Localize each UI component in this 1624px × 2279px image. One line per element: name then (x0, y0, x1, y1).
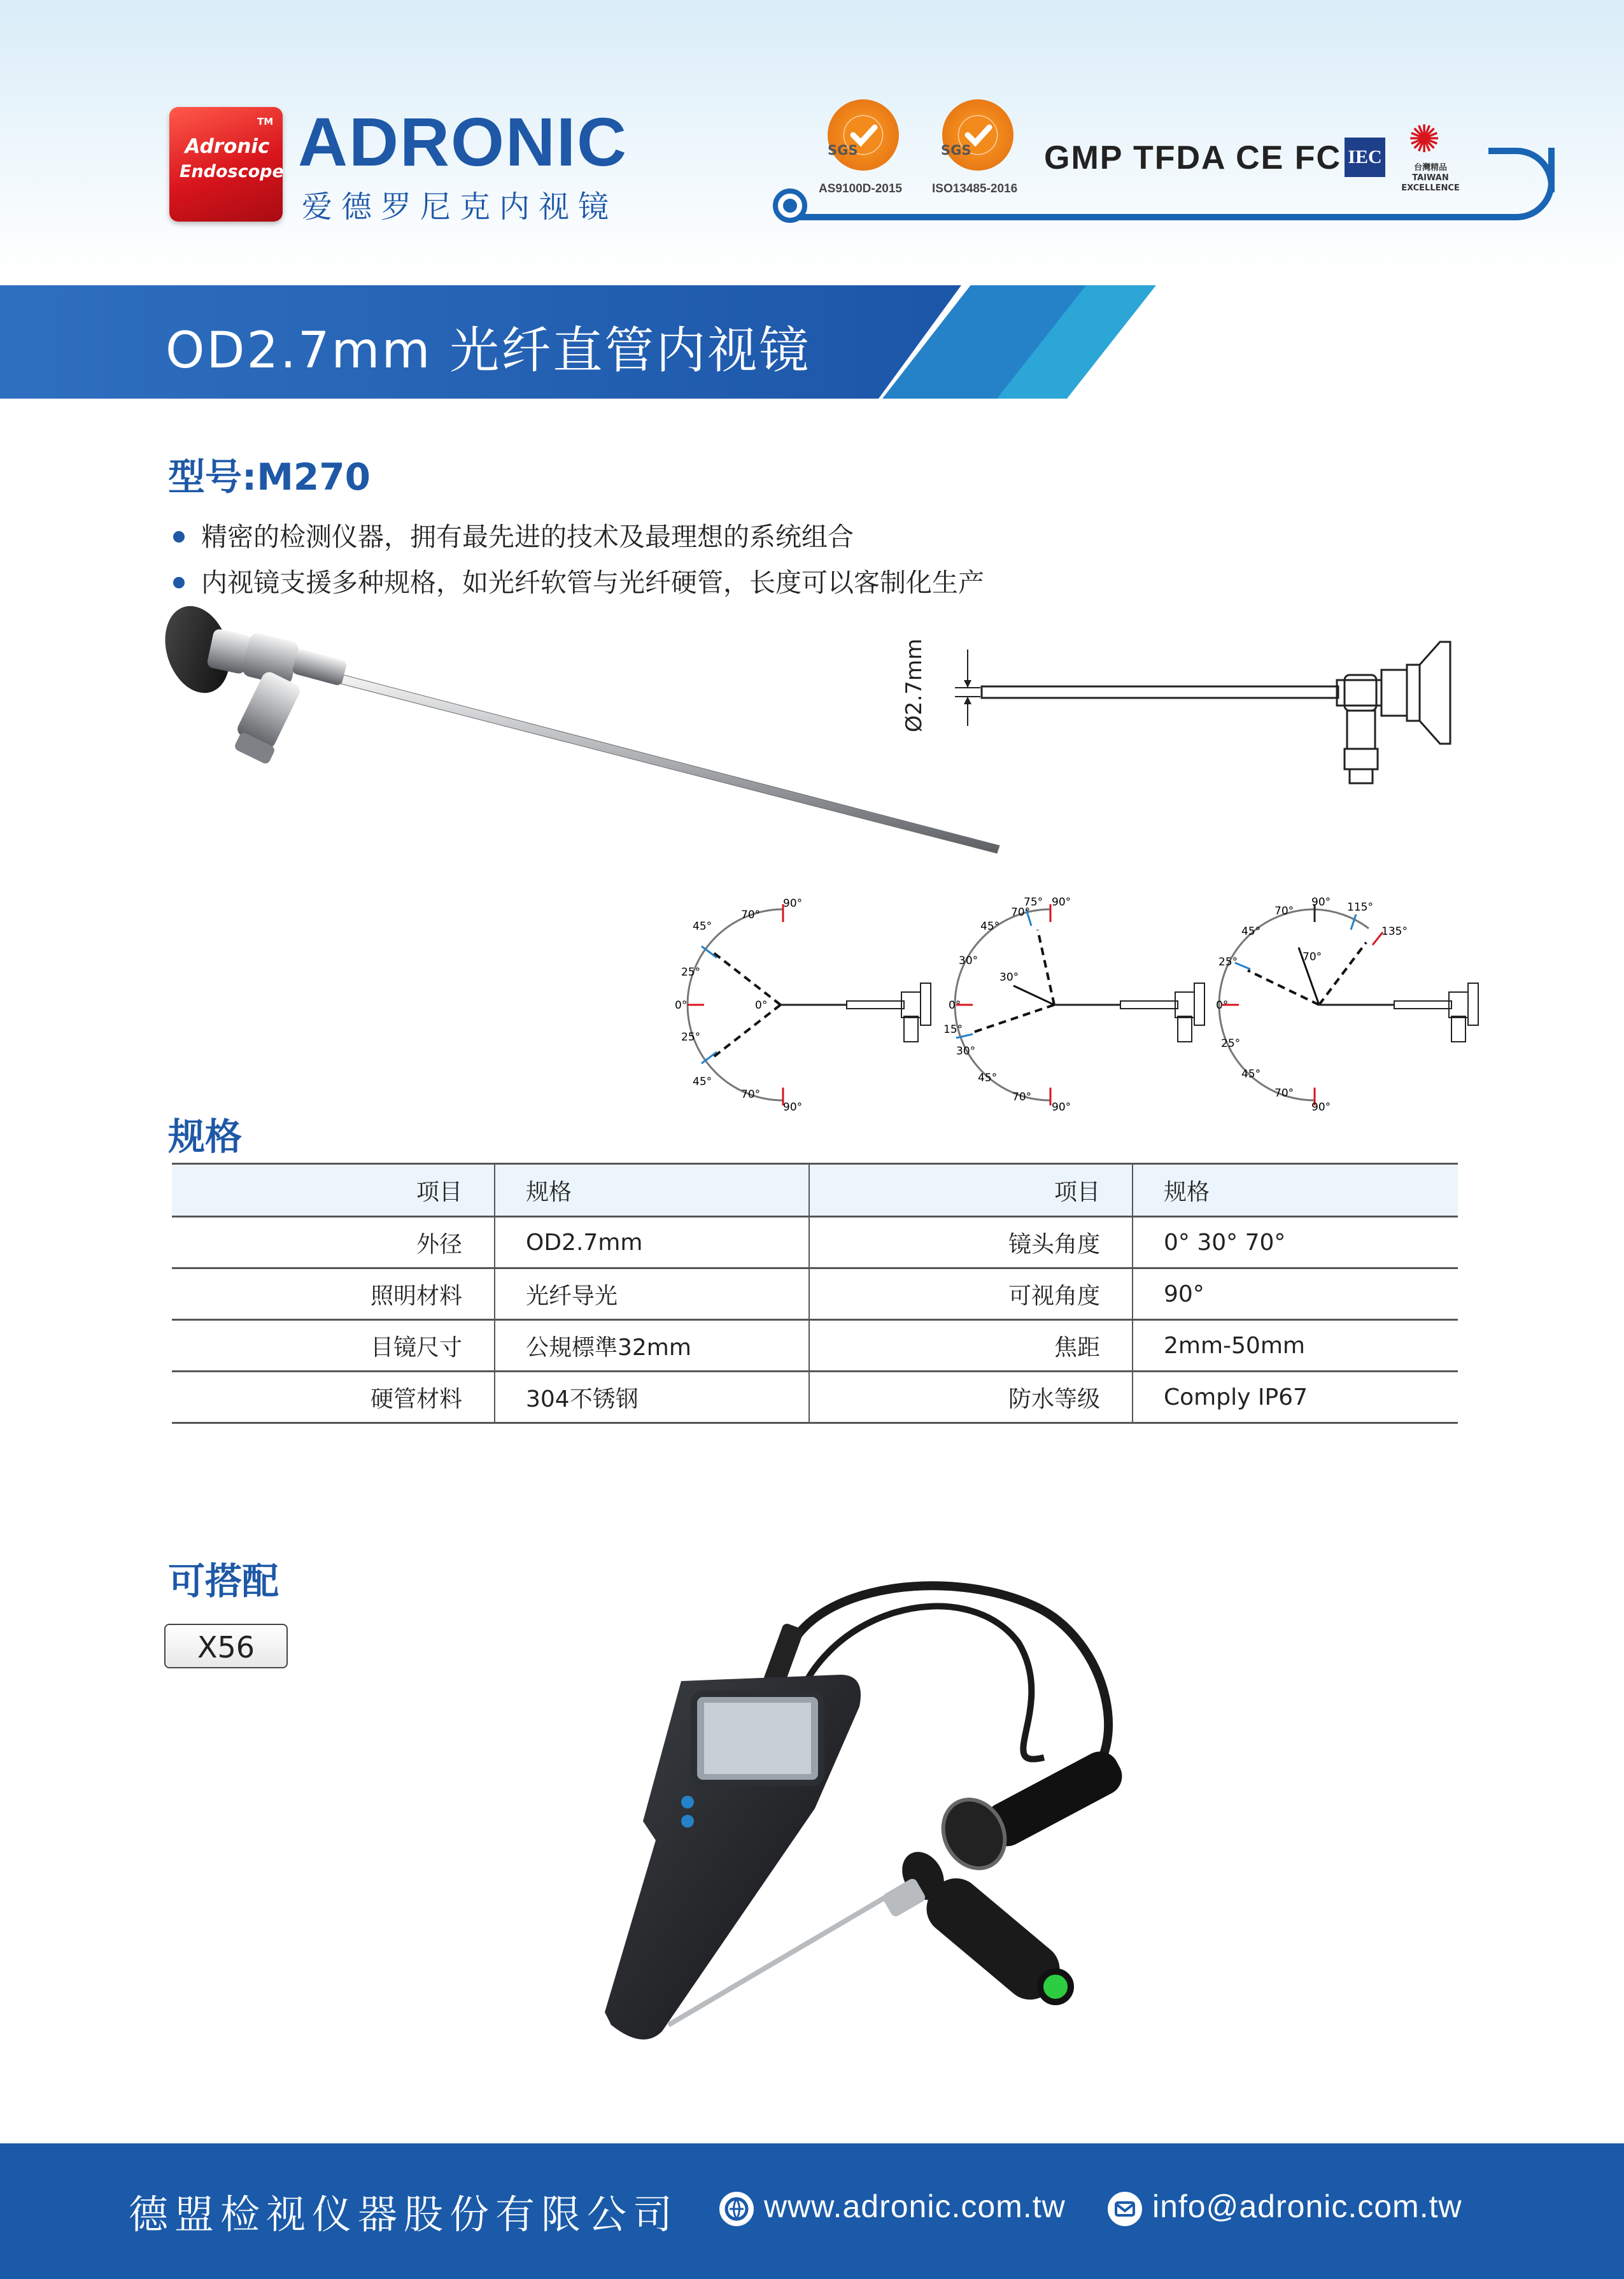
angle-label: 0° (675, 999, 688, 1012)
angle-label: 115° (1347, 901, 1373, 914)
angle-label: 90° (1311, 1101, 1331, 1113)
spec-label: 防水等级 (809, 1372, 1133, 1423)
cert-frame-dot-inner (783, 199, 797, 213)
angle-label: 45° (693, 920, 712, 933)
spec-header-spec: 规格 (1133, 1164, 1458, 1217)
angle-label: 70° (1303, 951, 1322, 963)
spec-value: 光纤导光 (495, 1268, 809, 1320)
angle-label: 25° (681, 966, 701, 979)
spec-label: 照明材料 (172, 1268, 495, 1320)
angle-label: 0° (755, 999, 768, 1012)
table-row (172, 1268, 1458, 1320)
angle-label: 30° (956, 1045, 976, 1058)
spec-label: 硬管材料 (172, 1372, 495, 1423)
angle-label: 30° (959, 955, 978, 967)
angle-label: 70° (1274, 1087, 1294, 1100)
angle-label: 30° (999, 971, 1019, 984)
bullet-dot (173, 577, 185, 588)
compatible-heading: 可搭配 (168, 1559, 279, 1603)
spec-label: 焦距 (809, 1320, 1133, 1372)
view-angle-diagram-70deg (1216, 897, 1483, 1113)
angle-label: 70° (741, 909, 761, 921)
spec-value: 0° 30° 70° (1133, 1217, 1458, 1268)
check-icon (828, 99, 899, 171)
angle-label: 70° (1012, 1091, 1032, 1104)
table-row (172, 1217, 1458, 1268)
taiwan-excellence-icon: ✺ (1408, 117, 1441, 162)
compatible-model-tag: X56 (164, 1624, 288, 1668)
angle-label: 75° (1024, 897, 1043, 909)
globe-icon (719, 2192, 754, 2226)
spec-value: Comply IP67 (1133, 1372, 1458, 1423)
angle-label: 45° (693, 1076, 712, 1088)
spec-value: OD2.7mm (495, 1217, 809, 1268)
company-name: 德盟检视仪器股份有限公司 (129, 2191, 679, 2238)
cert-caption-iso13485: ISO13485-2016 (932, 182, 1018, 195)
logo-badge-line2: Endoscope (180, 162, 284, 181)
feature-bullet-1: 精密的检测仪器，拥有最先进的技术及最理想的系统组合 (201, 522, 854, 552)
spec-table (172, 1163, 1458, 1424)
spec-value: 公規標準32mm (495, 1320, 809, 1372)
sgs-label-1: SGS (828, 143, 858, 158)
brand-name: ADRONIC (298, 103, 628, 180)
spec-label: 外径 (172, 1217, 495, 1268)
angle-label: 70° (1011, 906, 1031, 919)
page-title: OD2.7mm 光纤直管内视镜 (166, 322, 811, 380)
sgs-certificate-badge-2 (942, 99, 1013, 171)
taiwan-excellence-caption (1395, 163, 1465, 194)
bullet-dot (173, 531, 185, 543)
angle-label: 45° (978, 1072, 998, 1084)
spec-header-item: 项目 (172, 1164, 495, 1217)
angle-label: 25° (1221, 1037, 1241, 1050)
angle-label: 90° (783, 897, 803, 910)
videoscope-device-photo (586, 1566, 1222, 2076)
spec-value: 304不锈钢 (495, 1372, 809, 1423)
spec-label: 目镜尺寸 (172, 1320, 495, 1372)
spec-value: 90° (1133, 1268, 1458, 1320)
angle-label: 0° (1216, 999, 1229, 1012)
table-row (172, 1372, 1458, 1423)
angle-label: 90° (783, 1101, 803, 1113)
certification-marks: GMP TFDA CE FC (1044, 139, 1342, 176)
angle-label: 70° (741, 1088, 761, 1101)
angle-label: 25° (681, 1031, 701, 1044)
diameter-label: Ø2.7mm (901, 638, 927, 732)
feature-bullet-2: 内视镜支援多种规格，如光纤软管与光纤硬管，长度可以客制化生产 (201, 567, 984, 598)
angle-label: 45° (1241, 1068, 1261, 1081)
taiwan-caption-en: TAIWAN EXCELLENCE (1401, 173, 1460, 193)
view-angle-diagram-30deg (942, 897, 1210, 1113)
spec-value: 2mm-50mm (1133, 1320, 1458, 1372)
spec-header-spec: 规格 (495, 1164, 809, 1217)
sgs-label-2: SGS (941, 143, 971, 158)
spec-label: 可视角度 (809, 1268, 1133, 1320)
cert-caption-as9100: AS9100D-2015 (819, 182, 902, 195)
check-icon (942, 99, 1013, 171)
angle-label: 0° (949, 999, 961, 1012)
logo-badge-line1: Adronic (185, 135, 270, 158)
spec-label: 镜头角度 (809, 1217, 1133, 1268)
spec-heading: 规格 (168, 1115, 243, 1158)
iec-logo: IEC (1345, 138, 1385, 177)
spec-header-row (172, 1164, 1458, 1217)
angle-label: 45° (1241, 925, 1261, 938)
angle-label: 45° (980, 920, 1000, 933)
trademark-mark: TM (257, 116, 274, 127)
angle-label: 135° (1381, 925, 1408, 938)
model-number: 型号:M270 (168, 455, 371, 499)
mail-icon (1108, 2192, 1142, 2226)
brand-chinese-name: 爱德罗尼克内视镜 (302, 189, 618, 225)
taiwan-caption-cn: 台灣精品 (1413, 163, 1447, 173)
endoscope-technical-drawing (891, 630, 1464, 790)
angle-label: 90° (1052, 897, 1071, 909)
email-link[interactable]: info@adronic.com.tw (1152, 2189, 1462, 2224)
spec-header-item: 项目 (809, 1164, 1133, 1217)
table-row (172, 1320, 1458, 1372)
angle-label: 90° (1311, 897, 1331, 909)
view-angle-diagram-0deg (668, 897, 936, 1113)
angle-label: 15° (943, 1023, 963, 1036)
angle-label: 25° (1218, 956, 1238, 969)
sgs-certificate-badge-1 (828, 99, 899, 171)
website-link[interactable]: www.adronic.com.tw (764, 2189, 1066, 2224)
angle-label: 90° (1052, 1101, 1071, 1113)
angle-label: 70° (1274, 905, 1294, 918)
